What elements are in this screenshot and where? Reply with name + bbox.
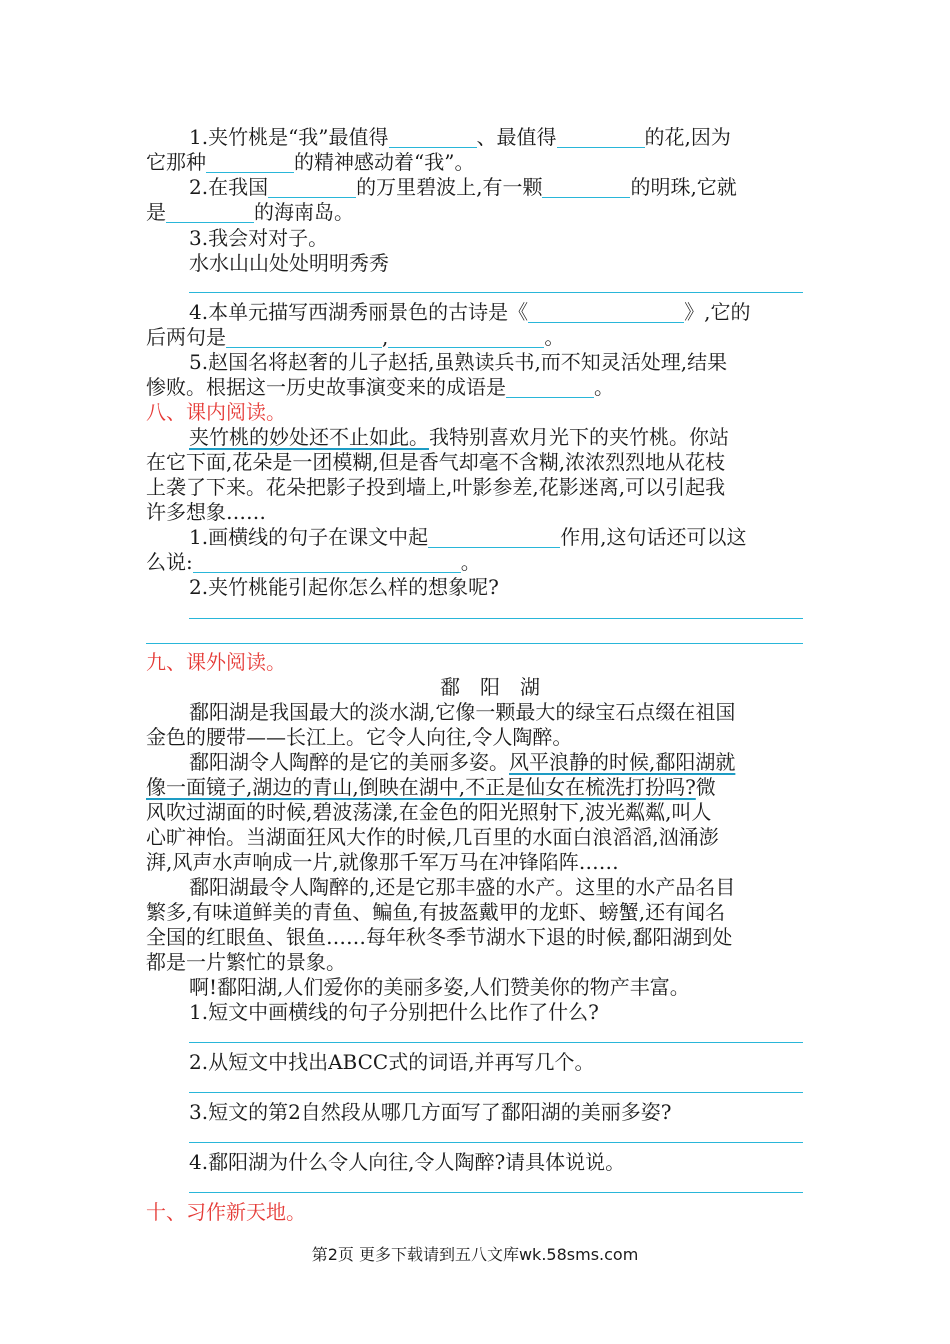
section9-underlined-sentence-part2: 像一面镜子,湖边的青山,倒映在湖中,不正是仙女在梳洗打扮吗? — [146, 775, 696, 799]
q2-blank-3[interactable] — [166, 202, 254, 223]
section8-q1-line1 — [0, 525, 950, 549]
q2-blank-2[interactable] — [542, 177, 630, 198]
section9-para2-text-b: 微 — [695, 775, 716, 799]
section9-question-3: 3.短文的第2自然段从哪几方面写了鄱阳湖的美丽多姿? — [189, 1100, 672, 1124]
q5-blank[interactable] — [506, 377, 594, 398]
section9-answer-line-1[interactable] — [189, 1042, 803, 1043]
q4-text-a: 4.本单元描写西湖秀丽景色的古诗是《 — [189, 300, 529, 324]
section9-question-2: 2.从短文中找出ABCC式的词语,并再写几个。 — [189, 1050, 595, 1074]
q4-text-c: 后两句是 — [146, 325, 226, 349]
q5-line1: 5.赵国名将赵奢的儿子赵括,虽熟读兵书,而不知灵活处理,结果 — [189, 350, 728, 374]
q1-text-e: 的精神感动着“我”。 — [294, 150, 475, 174]
section9-para2-line3: 风吹过湖面的时候,碧波荡漾,在金色的阳光照射下,波光粼粼,叫人 — [146, 800, 712, 824]
section9-para4: 啊!鄱阳湖,人们爱你的美丽多姿,人们赞美你的物产丰富。 — [189, 975, 690, 999]
q1-line1 — [0, 125, 950, 149]
q2-blank-1[interactable] — [268, 177, 356, 198]
section10-heading: 十、习作新天地。 — [146, 1200, 306, 1224]
q2-text-e: 的海南岛。 — [254, 200, 354, 224]
section8-q1-text-a: 1.画横线的句子在课文中起 — [189, 525, 429, 549]
section9-question-4: 4.鄱阳湖为什么令人向往,令人陶醉?请具体说说。 — [189, 1150, 626, 1174]
section9-answer-line-4[interactable] — [189, 1192, 803, 1193]
q5-text-a: 惨败。根据这一历史故事演变来的成语是 — [146, 375, 506, 399]
section9-para3-line4: 都是一片繁忙的景象。 — [146, 950, 346, 974]
section9-para3-line1: 鄱阳湖最令人陶醉的,还是它那丰盛的水产。这里的水产品名目 — [189, 875, 736, 899]
q3-answer-line[interactable] — [189, 292, 803, 293]
q2-text-c: 的明珠,它就 — [630, 175, 737, 199]
section9-para2-text-a: 鄱阳湖令人陶醉的是它的美丽多姿。 — [189, 750, 509, 774]
q4-blank-line4[interactable] — [388, 327, 544, 348]
section9-para1-line2: 金色的腰带——长江上。它令人向往,令人陶醉。 — [146, 725, 573, 749]
section9-para1-line1: 鄱阳湖是我国最大的淡水湖,它像一颗最大的绿宝石点缀在祖国 — [189, 700, 736, 724]
section8-para-line2: 在它下面,花朵是一团模糊,但是香气却毫不含糊,浓浓烈烈地从花枝 — [146, 450, 726, 474]
section9-answer-line-3[interactable] — [189, 1142, 803, 1143]
section8-q1-text-c: 么说: — [146, 550, 193, 574]
q2-line2 — [0, 200, 950, 224]
q1-line2 — [0, 150, 950, 174]
section9-question-1: 1.短文中画横线的句子分别把什么比作了什么? — [189, 1000, 599, 1024]
section9-para2-line4: 心旷神怡。当湖面狂风大作的时候,几百里的水面白浪滔滔,汹涌澎 — [146, 825, 719, 849]
section9-title: 鄱 阳 湖 — [440, 675, 540, 699]
section9-para2-line2 — [0, 775, 950, 799]
section8-para-line3: 上袭了下来。花朵把影子投到墙上,叶影参差,花影迷离,可以引起我 — [146, 475, 726, 499]
section8-p1-rest: 我特别喜欢月光下的夹竹桃。你站 — [429, 425, 729, 449]
section9-para3-line3: 全国的红眼鱼、银鱼……每年秋冬季节湖水下退的时候,鄱阳湖到处 — [146, 925, 733, 949]
q1-blank-1[interactable] — [389, 127, 477, 148]
q3-title: 3.我会对对子。 — [189, 226, 329, 250]
q4-blank-line3[interactable] — [226, 327, 382, 348]
section8-heading: 八、课内阅读。 — [146, 400, 286, 424]
q4-blank-title[interactable] — [528, 302, 684, 323]
q4-line2 — [0, 325, 950, 349]
q4-text-d: , — [382, 325, 389, 349]
section9-answer-line-2[interactable] — [189, 1092, 803, 1093]
q1-text-a: 1.夹竹桃是“我”最值得 — [189, 125, 389, 149]
section8-q2: 2.夹竹桃能引起你怎么样的想象呢? — [189, 575, 499, 599]
section9-para2-line1 — [0, 750, 950, 774]
section8-q1-text-b: 作用,这句话还可以这 — [560, 525, 747, 549]
q5-line2 — [0, 375, 950, 399]
q4-text-e: 。 — [544, 325, 565, 349]
q3-couplet: 水水山山处处明明秀秀 — [189, 251, 389, 275]
section8-para-line1 — [0, 425, 950, 449]
q1-text-d: 它那种 — [146, 150, 206, 174]
section8-q1-blank-2[interactable] — [193, 552, 461, 573]
q2-text-b: 的万里碧波上,有一颗 — [356, 175, 543, 199]
section8-q1-line2 — [0, 550, 950, 574]
section9-underlined-sentence-part1: 风平浪静的时候,鄱阳湖就 — [509, 750, 736, 774]
section8-q2-answer-line-1[interactable] — [189, 618, 803, 619]
q2-line1 — [0, 175, 950, 199]
section8-underlined-sentence: 夹竹桃的妙处还不止如此。 — [189, 425, 429, 449]
q2-text-d: 是 — [146, 200, 166, 224]
section8-para-line4: 许多想象…… — [146, 500, 266, 524]
section9-para3-line2: 繁多,有味道鲜美的青鱼、鳊鱼,有披盔戴甲的龙虾、螃蟹,还有闻名 — [146, 900, 726, 924]
section8-q1-blank-1[interactable] — [428, 527, 560, 548]
q5-text-b: 。 — [594, 375, 614, 399]
section9-heading: 九、课外阅读。 — [146, 650, 286, 674]
q1-text-c: 的花,因为 — [644, 125, 731, 149]
q1-blank-3[interactable] — [206, 152, 294, 173]
q1-text-b: 、最值得 — [476, 125, 557, 149]
q4-line1 — [0, 300, 950, 324]
q2-text-a: 2.在我国 — [189, 175, 269, 199]
section9-para2-line5: 湃,风声水声响成一片,就像那千军万马在冲锋陷阵…… — [146, 850, 619, 874]
section8-q1-text-d: 。 — [460, 550, 481, 574]
page-footer: 第2页 更多下载请到五八文库wk.58sms.com — [311, 1245, 639, 1264]
section8-q2-answer-line-2[interactable] — [146, 643, 803, 644]
q4-text-b: 》,它的 — [684, 300, 751, 324]
q1-blank-2[interactable] — [557, 127, 645, 148]
